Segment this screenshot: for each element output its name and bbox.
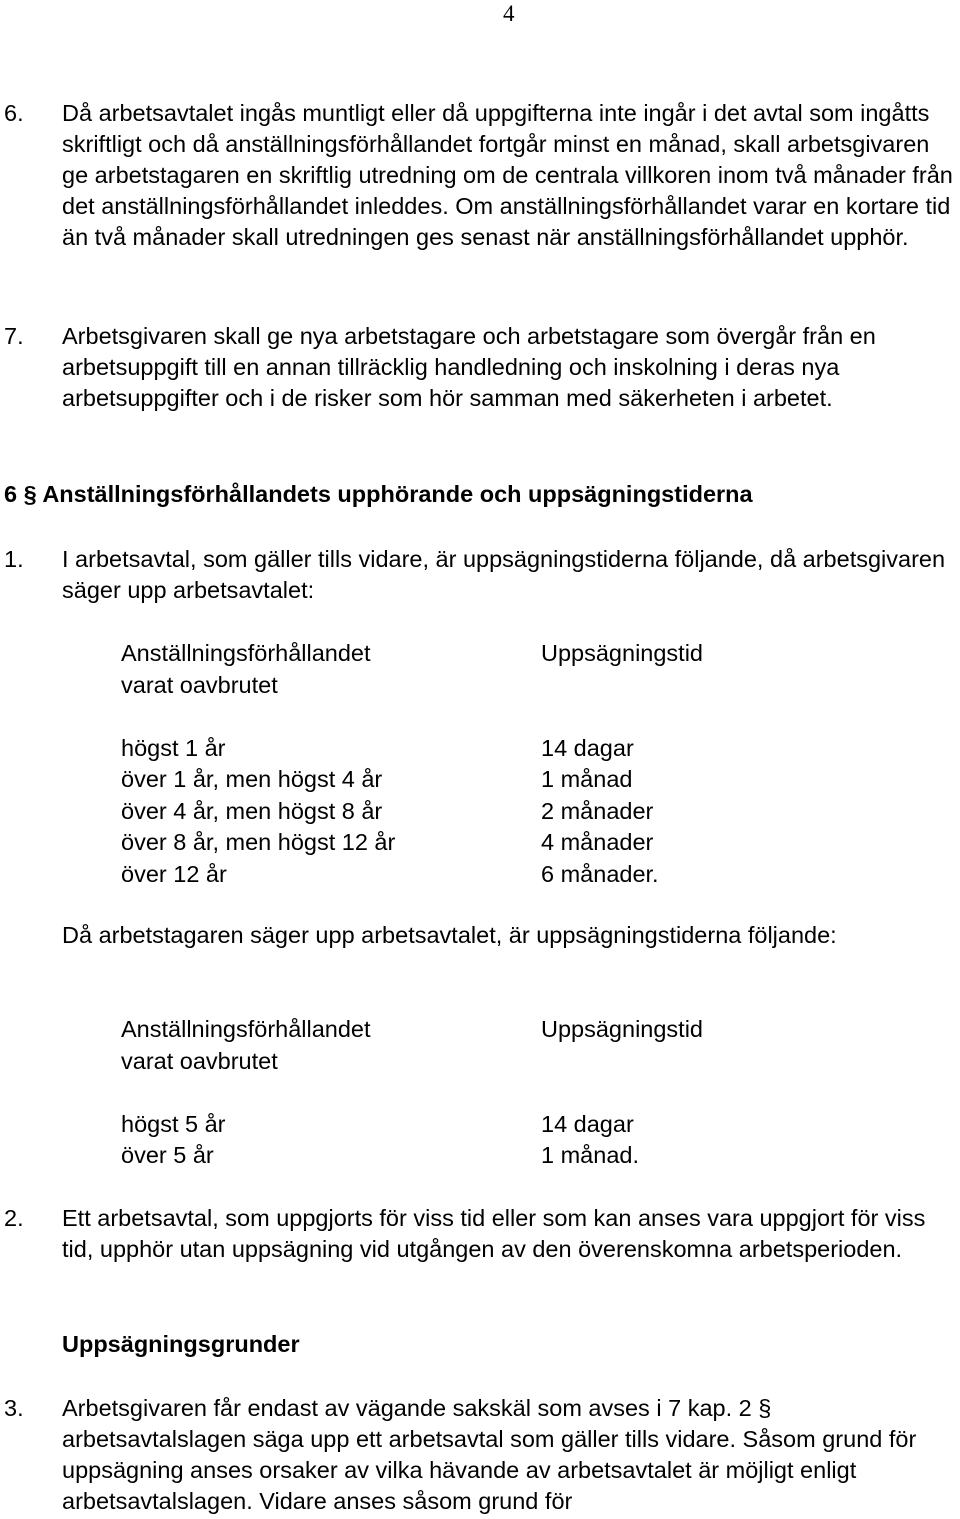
table-header-duration-line2: varat oavbrutet: [121, 1047, 278, 1074]
table-cell-duration: högst 1 år: [121, 734, 226, 761]
item-number: 7.: [4, 323, 24, 349]
table-row: [121, 859, 821, 891]
notice-table-employer: [121, 638, 821, 890]
item-text: Då arbetsavtalet ingås muntligt eller då uppgifterna inte ingår i det avtal som ingåtts skriftligt och då anställningsförhållandet fortgår minst en månad, skall arbetsgivaren ge arbetstagaren en skriftlig utredning om de centrala villkoren inom två månader från det anställningsförhållandet inleddes. Om anställningsförhållandet varar en kortare tid än två månader skall utredningen ges senast när anställningsförhållandet upphör.: [62, 100, 953, 250]
section-heading: 6 § Anställningsförhållandets upphörande och uppsägningstiderna: [4, 481, 753, 507]
table-cell-duration: över 8 år, men högst 12 år: [121, 829, 396, 855]
table-header-row-2: [121, 670, 821, 702]
list-item-3: [4, 1393, 956, 1517]
table-cell-notice: 1 månad.: [541, 1142, 639, 1168]
item-number: 1.: [4, 546, 24, 572]
employee-notice-paragraph: Då arbetstagaren säger upp arbetsavtalet, är uppsägningstiderna följande:: [62, 922, 837, 948]
table-header-notice: Uppsägningstid: [541, 1016, 703, 1042]
item-number: 2.: [4, 1205, 24, 1231]
item-number: 3.: [4, 1395, 24, 1421]
table-header-row: [121, 638, 821, 670]
table-header-duration: Anställningsförhållandet: [121, 640, 371, 666]
table-cell-notice: 14 dagar: [541, 1110, 634, 1137]
table-header-row-2: [121, 1046, 821, 1078]
table-spacer: [121, 701, 821, 733]
table-spacer: [121, 1077, 821, 1109]
table-header-row: [121, 1014, 821, 1046]
table-header-duration-line2: varat oavbrutet: [121, 671, 278, 698]
table-row: [121, 764, 821, 796]
table-row: [121, 1140, 821, 1172]
subheading-grounds: Uppsägningsgrunder: [62, 1331, 300, 1357]
table-row: [121, 827, 821, 859]
item-text: Arbetsgivaren skall ge nya arbetstagare och arbetstagare som övergår från en arbetsuppgift till en annan tillräcklig handledning och inskolning i deras nya arbetsuppgifter och i de risker som hör samman med säkerheten i arbetet.: [62, 323, 876, 411]
table-cell-notice: 14 dagar: [541, 734, 634, 761]
table-cell-duration: över 5 år: [121, 1142, 214, 1168]
table-header-notice: Uppsägningstid: [541, 640, 703, 666]
table-header-duration: Anställningsförhållandet: [121, 1016, 371, 1042]
table-cell-notice: 1 månad: [541, 766, 633, 792]
table-row: [121, 733, 821, 765]
table-row: [121, 796, 821, 828]
table-cell-duration: över 4 år, men högst 8 år: [121, 797, 383, 824]
list-item-1: [4, 544, 956, 606]
list-item-7: [4, 321, 956, 414]
table-cell-notice: 2 månader: [541, 797, 654, 824]
list-item-2: [4, 1203, 956, 1265]
table-cell-duration: högst 5 år: [121, 1110, 226, 1137]
list-item-6: [4, 98, 956, 253]
item-text: Arbetsgivaren får endast av vägande sakskäl som avses i 7 kap. 2 § arbetsavtalslagen säga upp ett arbetsavtal som gäller tills vidare. Såsom grund för uppsägning anses orsaker av vilka hävande av arbetsavtalet är möjligt enligt arbetsavtalslagen. Vidare anses såsom grund för: [62, 1395, 917, 1514]
table-cell-notice: 6 månader.: [541, 860, 659, 887]
item-text: Ett arbetsavtal, som uppgjorts för viss tid eller som kan anses vara uppgjort för viss tid, upphör utan uppsägning vid utgången av den överenskomna arbetsperioden.: [62, 1205, 926, 1262]
item-text: I arbetsavtal, som gäller tills vidare, är uppsägningstiderna följande, då arbetsgivaren säger upp arbetsavtalet:: [62, 546, 946, 603]
table-row: [121, 1109, 821, 1141]
table-cell-notice: 4 månader: [541, 829, 654, 855]
item-number: 6.: [4, 100, 24, 126]
table-cell-duration: över 1 år, men högst 4 år: [121, 766, 383, 792]
table-cell-duration: över 12 år: [121, 860, 227, 887]
notice-table-employee: [121, 1014, 821, 1172]
